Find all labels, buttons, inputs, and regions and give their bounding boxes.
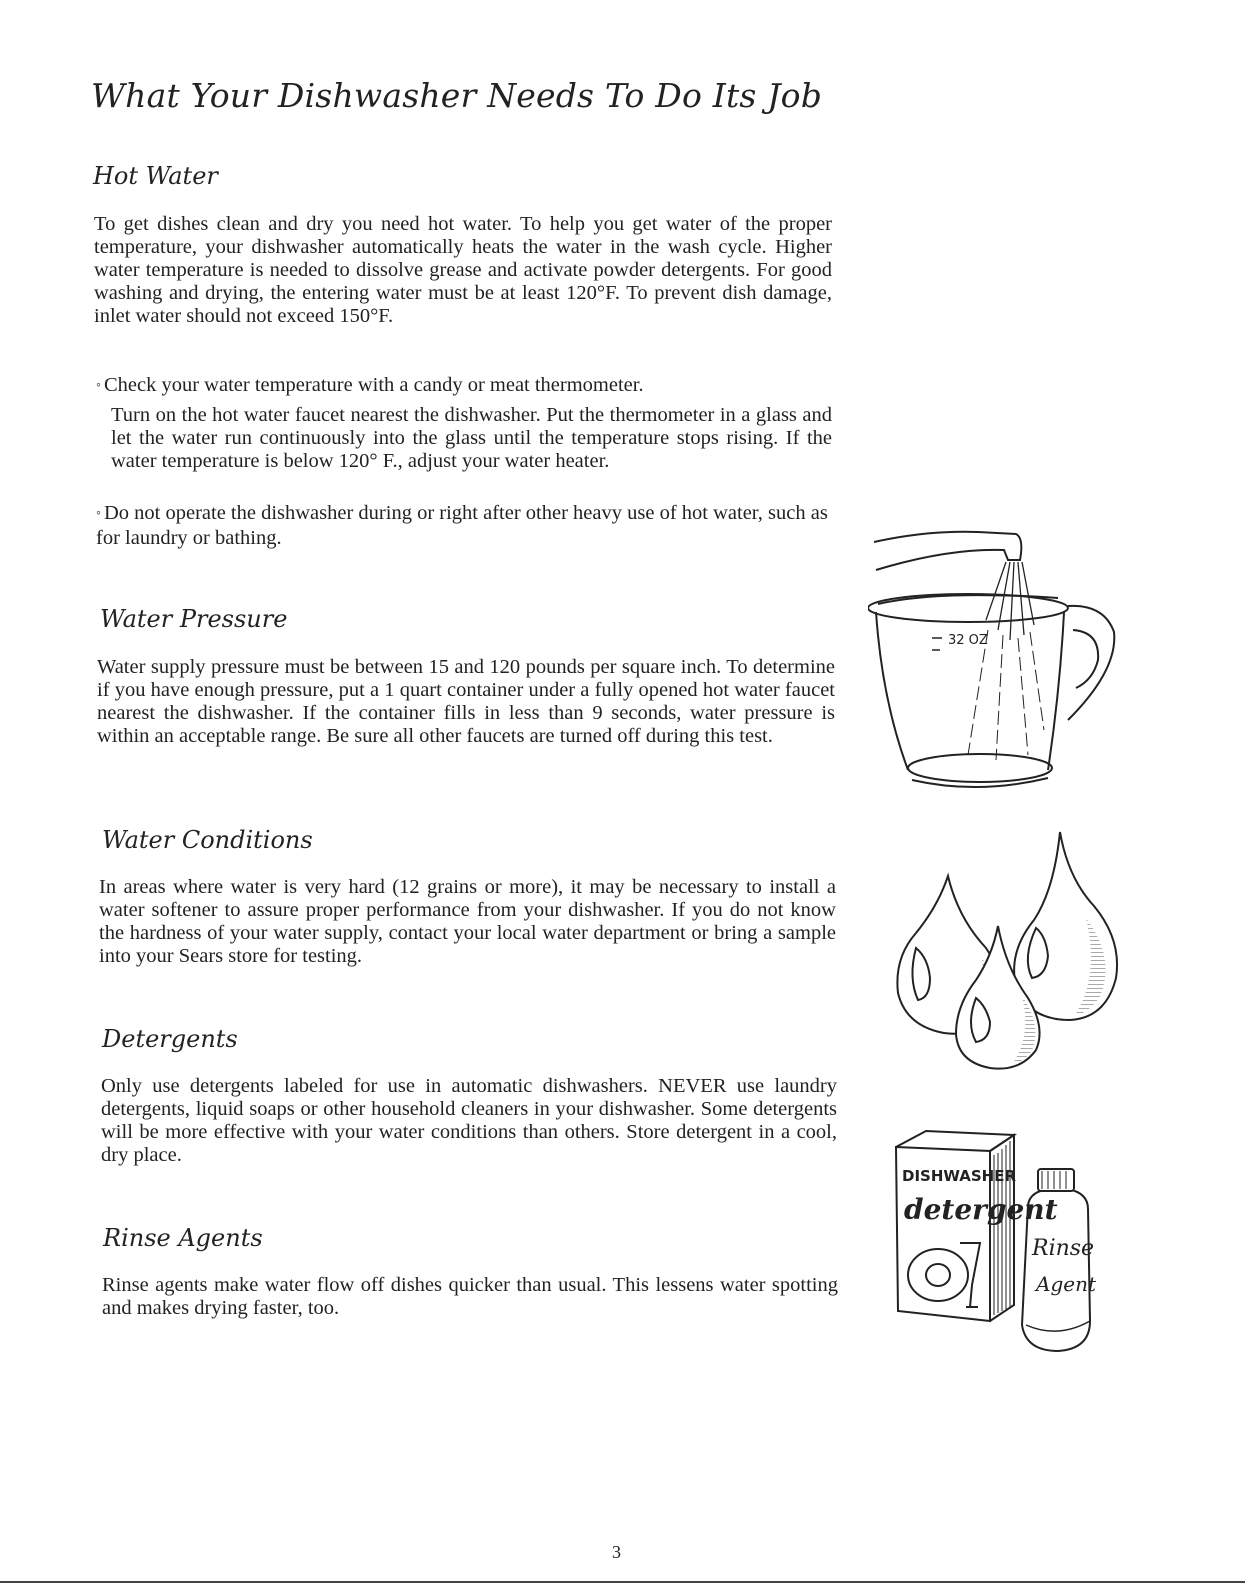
bottle-label-top: Rinse — [1032, 1236, 1095, 1261]
detergents-paragraph: Only use detergents labeled for use in automatic dishwashers. NEVER use laundry detergents, liquid soaps or other household cleaners in your dishwasher. Some detergents will be more effective with your water conditions than others. Store detergent in a cool, dry place. — [101, 1075, 837, 1166]
section-heading-rinse-agents: Rinse Agents — [103, 1224, 263, 1252]
cup-marking: 32 OZ — [948, 633, 988, 648]
bullet-check-temperature — [96, 374, 836, 399]
water-pressure-paragraph: Water supply pressure must be between 15 and 120 pounds per square inch. To determine if you have enough pressure, put a 1 quart container under a fully opened hot water faucet nearest the dishwasher. If the container fills in less than 9 seconds, water pressure is within an acceptable range. Be sure all other faucets are turned off during this test. — [97, 656, 835, 747]
bullet-text: Do not operate the dishwasher during or right after other heavy use of hot water, such as for laundry or bathing. — [96, 502, 828, 549]
section-heading-water-pressure: Water Pressure — [100, 605, 288, 633]
page-number: 3 — [612, 1542, 621, 1562]
bullet-text: Check your water temperature with a candy or meat thermometer. — [103, 374, 644, 396]
rinse-agents-paragraph: Rinse agents make water flow off dishes quicker than usual. This lessens water spotting and makes drying faster, too. — [102, 1274, 838, 1319]
page-title: What Your Dishwasher Needs To Do Its Job — [91, 76, 823, 115]
box-label-top: DISHWASHER — [902, 1167, 1017, 1185]
bottle-label-bottom: Agent — [1036, 1272, 1096, 1296]
section-heading-detergents: Detergents — [102, 1025, 238, 1053]
hot-water-paragraph: To get dishes clean and dry you need hot water. To help you get water of the proper temperature, your dishwasher automatically heats the water in the wash cycle. Higher water temperature is needed to dissolve grease and activate powder detergents. For good washing and drying, the entering water must be at least 120°F. To prevent dish damage, inlet water should not exceed 150°F. — [94, 213, 832, 327]
detergent-rinse-agent-illustration — [890, 1125, 1120, 1360]
section-heading-water-conditions: Water Conditions — [102, 826, 313, 854]
water-drops-illustration — [886, 828, 1136, 1078]
section-heading-hot-water: Hot Water — [93, 162, 218, 190]
faucet-measuring-cup-illustration — [868, 520, 1128, 800]
bottom-edge-rule — [0, 1581, 1245, 1583]
thermometer-instructions: Turn on the hot water faucet nearest the dishwasher. Put the thermometer in a glass and let the water run continuously into the glass until the temperature stops rising. If the water temperature is below 120° F., adjust your water heater. — [111, 404, 832, 472]
bullet-icon: ◦ — [96, 506, 101, 521]
box-label-brand: detergent — [904, 1193, 1058, 1226]
water-conditions-paragraph: In areas where water is very hard (12 grains or more), it may be necessary to install a water softener to assure proper performance from your dishwasher. If you do not know the hardness of your water supply, contact your local water department or bring a sample into your Sears store for testing. — [99, 876, 836, 967]
bullet-icon: ◦ — [96, 378, 101, 393]
bullet-avoid-heavy-use — [96, 502, 834, 550]
